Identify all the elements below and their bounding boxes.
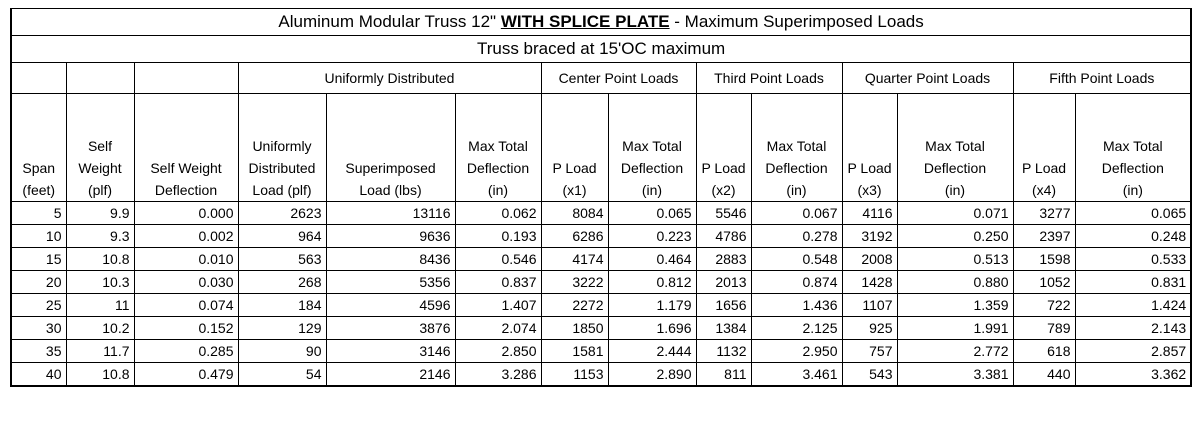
column-header-line: (in)	[944, 182, 966, 198]
table-cell: 1598	[1013, 248, 1075, 271]
table-cell: 25	[11, 294, 66, 317]
column-header	[541, 94, 608, 202]
table-cell: 1.991	[897, 317, 1013, 340]
column-header-line: (x2)	[711, 182, 736, 198]
table-cell: 0.065	[1075, 202, 1191, 225]
table-cell: 0.002	[134, 225, 238, 248]
table-cell: 0.285	[134, 340, 238, 363]
truss-load-table	[10, 8, 1192, 387]
title-emphasis: WITH SPLICE PLATE	[500, 12, 670, 31]
table-cell: 0.464	[608, 248, 696, 271]
column-header-line: P Load	[701, 160, 746, 176]
column-header-line: Max Total	[622, 138, 682, 154]
column-header	[696, 94, 751, 202]
table-cell: 2.143	[1075, 317, 1191, 340]
table-row	[11, 271, 1191, 294]
table-cell: 1052	[1013, 271, 1075, 294]
table-cell: 811	[696, 363, 751, 387]
table-cell: 0.880	[897, 271, 1013, 294]
group-header-third: Third Point Loads	[696, 63, 842, 94]
table-cell: 1107	[842, 294, 897, 317]
table-cell: 0.874	[751, 271, 842, 294]
table-cell: 1132	[696, 340, 751, 363]
group-header-center: Center Point Loads	[541, 63, 696, 94]
group-header-fifth: Fifth Point Loads	[1013, 63, 1191, 94]
table-cell: 543	[842, 363, 897, 387]
table-cell: 90	[238, 340, 326, 363]
table-cell: 3.362	[1075, 363, 1191, 387]
table-cell: 5	[11, 202, 66, 225]
column-header-line: Span	[22, 160, 56, 176]
column-header-line: (plf)	[87, 182, 113, 198]
table-cell: 2.857	[1075, 340, 1191, 363]
column-header-line: Deflection	[923, 160, 987, 176]
table-cell: 964	[238, 225, 326, 248]
table-cell: 20	[11, 271, 66, 294]
table-cell: 1581	[541, 340, 608, 363]
table-cell: 1.407	[455, 294, 541, 317]
table-cell: 2.772	[897, 340, 1013, 363]
table-cell: 3.286	[455, 363, 541, 387]
table-cell: 3146	[326, 340, 455, 363]
column-header-line: Deflection	[620, 160, 684, 176]
table-cell: 8084	[541, 202, 608, 225]
column-header	[1075, 94, 1191, 202]
table-cell: 0.071	[897, 202, 1013, 225]
table-title	[11, 9, 1191, 36]
table-cell: 1153	[541, 363, 608, 387]
table-cell: 10	[11, 225, 66, 248]
table-cell: 8436	[326, 248, 455, 271]
table-cell: 3876	[326, 317, 455, 340]
table-cell: 4596	[326, 294, 455, 317]
table-cell: 54	[238, 363, 326, 387]
column-header-line: (feet)	[22, 182, 56, 198]
table-cell: 4786	[696, 225, 751, 248]
table-cell: 2.890	[608, 363, 696, 387]
group-header-uniform: Uniformly Distributed	[238, 63, 541, 94]
table-row	[11, 340, 1191, 363]
column-header-line: Max Total	[925, 138, 985, 154]
column-header	[897, 94, 1013, 202]
column-header-line: P Load	[847, 160, 892, 176]
table-cell: 0.152	[134, 317, 238, 340]
table-cell: 10.3	[66, 271, 134, 294]
column-header-line: Self	[87, 138, 113, 154]
title-suffix: - Maximum Superimposed Loads	[669, 12, 924, 31]
column-header-line: (x4)	[1031, 182, 1057, 198]
column-header	[842, 94, 897, 202]
table-cell: 5546	[696, 202, 751, 225]
column-header	[326, 94, 455, 202]
table-cell: 440	[1013, 363, 1075, 387]
group-header-row	[11, 63, 1191, 94]
column-header-line: (x1)	[562, 182, 587, 198]
column-header-line: Self Weight	[150, 160, 222, 176]
column-header-line: (in)	[1122, 182, 1143, 198]
table-cell: 2883	[696, 248, 751, 271]
table-cell: 9636	[326, 225, 455, 248]
column-header-line: Deflection	[154, 182, 218, 198]
table-cell: 0.010	[134, 248, 238, 271]
table-cell: 15	[11, 248, 66, 271]
column-header-line: Deflection	[765, 160, 828, 176]
table-cell: 0.479	[134, 363, 238, 387]
table-cell: 268	[238, 271, 326, 294]
table-cell: 563	[238, 248, 326, 271]
column-header-line: Deflection	[1101, 160, 1164, 176]
column-header-line: (in)	[641, 182, 663, 198]
table-cell: 0.030	[134, 271, 238, 294]
table-cell: 1.424	[1075, 294, 1191, 317]
table-cell: 2008	[842, 248, 897, 271]
table-cell: 1384	[696, 317, 751, 340]
table-cell: 11.7	[66, 340, 134, 363]
table-cell: 4116	[842, 202, 897, 225]
column-header-line: Superimposed	[345, 160, 436, 176]
table-cell: 2.444	[608, 340, 696, 363]
table-cell: 1850	[541, 317, 608, 340]
table-cell: 2397	[1013, 225, 1075, 248]
column-header	[455, 94, 541, 202]
table-row	[11, 317, 1191, 340]
title-prefix: Aluminum Modular Truss 12"	[278, 12, 497, 31]
table-cell: 0.548	[751, 248, 842, 271]
column-header-line: P Load	[552, 160, 597, 176]
table-cell: 722	[1013, 294, 1075, 317]
column-header	[11, 94, 66, 202]
table-row	[11, 363, 1191, 387]
table-cell: 1428	[842, 271, 897, 294]
table-cell: 10.8	[66, 248, 134, 271]
column-header-line: (x3)	[857, 182, 882, 198]
table-cell: 2.125	[751, 317, 842, 340]
table-cell: 11	[66, 294, 134, 317]
table-cell: 30	[11, 317, 66, 340]
table-cell: 925	[842, 317, 897, 340]
table-cell: 2272	[541, 294, 608, 317]
table-cell: 3277	[1013, 202, 1075, 225]
group-header-blank	[66, 63, 134, 94]
table-cell: 0.533	[1075, 248, 1191, 271]
table-cell: 0.223	[608, 225, 696, 248]
column-header-line: P Load	[1021, 160, 1067, 176]
table-cell: 1.696	[608, 317, 696, 340]
column-header-line: Weight	[78, 160, 122, 176]
table-cell: 40	[11, 363, 66, 387]
table-row	[11, 294, 1191, 317]
table-cell: 3222	[541, 271, 608, 294]
table-cell: 2013	[696, 271, 751, 294]
table-cell: 1.359	[897, 294, 1013, 317]
table-cell: 789	[1013, 317, 1075, 340]
column-header-line: Max Total	[1103, 138, 1163, 154]
table-cell: 757	[842, 340, 897, 363]
column-header-line: (in)	[786, 182, 807, 198]
table-cell: 1.179	[608, 294, 696, 317]
table-cell: 10.2	[66, 317, 134, 340]
column-header-line: (in)	[487, 182, 509, 198]
truss-load-sheet	[10, 8, 1190, 387]
table-cell: 13116	[326, 202, 455, 225]
column-header-row	[11, 94, 1191, 202]
column-header-line: Max Total	[766, 138, 827, 154]
table-cell: 2.074	[455, 317, 541, 340]
table-cell: 129	[238, 317, 326, 340]
table-cell: 5356	[326, 271, 455, 294]
table-cell: 0.248	[1075, 225, 1191, 248]
column-header-line: Max Total	[468, 138, 528, 154]
column-header-line: Load (lbs)	[359, 182, 422, 198]
table-cell: 0.000	[134, 202, 238, 225]
table-row	[11, 248, 1191, 271]
table-cell: 3.381	[897, 363, 1013, 387]
column-header	[1013, 94, 1075, 202]
table-cell: 184	[238, 294, 326, 317]
table-cell: 0.812	[608, 271, 696, 294]
table-cell: 3.461	[751, 363, 842, 387]
table-cell: 1656	[696, 294, 751, 317]
table-cell: 10.8	[66, 363, 134, 387]
table-row	[11, 202, 1191, 225]
column-header-line: Deflection	[466, 160, 530, 176]
table-cell: 0.250	[897, 225, 1013, 248]
column-header-line: Uniformly	[252, 138, 312, 154]
table-cell: 9.9	[66, 202, 134, 225]
column-header	[238, 94, 326, 202]
table-cell: 0.193	[455, 225, 541, 248]
table-cell: 0.067	[751, 202, 842, 225]
table-cell: 2.850	[455, 340, 541, 363]
column-header-line: Distributed	[248, 160, 316, 176]
table-cell: 6286	[541, 225, 608, 248]
table-cell: 1.436	[751, 294, 842, 317]
table-cell: 35	[11, 340, 66, 363]
group-header-quarter: Quarter Point Loads	[842, 63, 1013, 94]
column-header-line: Load (plf)	[252, 182, 312, 198]
column-header	[134, 94, 238, 202]
table-row	[11, 225, 1191, 248]
table-cell: 4174	[541, 248, 608, 271]
table-cell: 3192	[842, 225, 897, 248]
column-header	[751, 94, 842, 202]
table-cell: 0.065	[608, 202, 696, 225]
column-header	[608, 94, 696, 202]
column-header	[66, 94, 134, 202]
table-subtitle: Truss braced at 15'OC maximum	[11, 36, 1191, 63]
table-cell: 0.546	[455, 248, 541, 271]
table-cell: 0.831	[1075, 271, 1191, 294]
table-cell: 0.837	[455, 271, 541, 294]
table-cell: 618	[1013, 340, 1075, 363]
table-cell: 2146	[326, 363, 455, 387]
table-cell: 9.3	[66, 225, 134, 248]
group-header-blank	[134, 63, 238, 94]
table-cell: 0.278	[751, 225, 842, 248]
table-cell: 0.074	[134, 294, 238, 317]
table-cell: 0.062	[455, 202, 541, 225]
table-cell: 0.513	[897, 248, 1013, 271]
group-header-blank	[11, 63, 66, 94]
table-cell: 2.950	[751, 340, 842, 363]
table-cell: 2623	[238, 202, 326, 225]
